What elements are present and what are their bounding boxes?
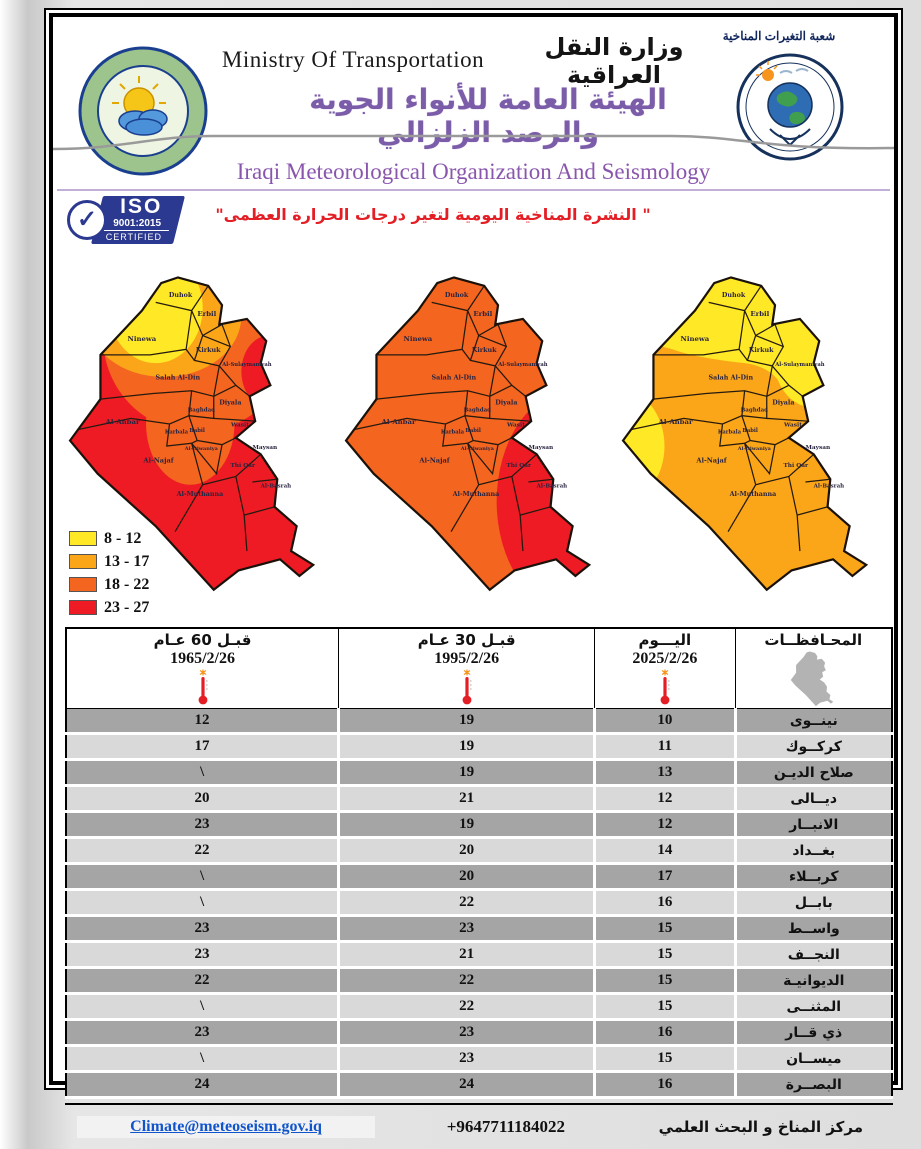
thermometer-icon [459, 669, 475, 705]
email-link[interactable]: Climate@meteoseism.gov.iq [77, 1116, 375, 1138]
map-province-label: Wasit [507, 422, 526, 429]
header-divider-curve [53, 133, 894, 155]
map-province-label: Al-Basrah [536, 483, 568, 490]
governorate-name: بغــداد [735, 838, 892, 864]
temp-today: 15 [595, 968, 735, 994]
map-province-label: Babil [465, 428, 482, 435]
thermometer-icon [195, 669, 211, 705]
map-province-label: Diyala [771, 399, 795, 407]
governorate-name: بابــل [735, 890, 892, 916]
governorate-name: ميســان [735, 1046, 892, 1072]
governorate-name: كربــلاء [735, 864, 892, 890]
map-province-label: Baghdad [187, 407, 216, 414]
temp-30y: 19 [339, 709, 595, 734]
temp-60y: 23 [66, 1020, 339, 1046]
map-province-label: Erbil [750, 310, 769, 319]
iso-certified-label: CERTIFIED [99, 230, 169, 243]
map-province-label: Kirkuk [472, 347, 497, 355]
temp-60y: \ [66, 864, 339, 890]
temp-60y: 17 [66, 734, 339, 760]
map-province-label: Maysan [528, 444, 554, 451]
table-row [66, 786, 892, 812]
temp-today: 15 [595, 994, 735, 1020]
map-province-label: Ninewa [127, 335, 157, 344]
today-date: 2025/2/26 [632, 650, 698, 667]
maps-section [53, 253, 894, 625]
table-row [66, 916, 892, 942]
today-header-label: اليـــوم [638, 631, 692, 649]
table-row [66, 760, 892, 786]
map-province-label: Maysan [805, 444, 830, 451]
map-province-label: Thi Qar [506, 462, 532, 469]
temp-60y: \ [66, 994, 339, 1020]
map-province-label: Ninewa [680, 335, 709, 344]
map-province-label: Duhok [721, 291, 745, 299]
iso-badge [67, 195, 185, 247]
thermometer-icon [657, 669, 673, 705]
temp-30y: 21 [339, 942, 595, 968]
y60-header-label: قبـل 60 عـام [153, 631, 252, 649]
map-province-label: Ninewa [403, 335, 433, 344]
temp-today: 15 [595, 942, 735, 968]
iso-standard: 9001:2015 [113, 218, 162, 229]
globe-icon [768, 83, 812, 127]
governorate-name: الديوانيـة [735, 968, 892, 994]
governorate-name: نينــوى [735, 709, 892, 734]
map-province-label: Al-Najaf [695, 456, 727, 465]
map-province-label: Diyala [219, 399, 242, 407]
map-province-label: Al-Sulaymaniyah [774, 361, 825, 368]
table-row [66, 1020, 892, 1046]
temp-30y: 23 [339, 916, 595, 942]
governorate-name: صلاح الديـن [735, 760, 892, 786]
temp-today: 17 [595, 864, 735, 890]
y60-date: 1965/2/26 [170, 650, 235, 667]
climate-division-label: شعبة التغيرات المناخية [722, 29, 836, 43]
temp-30y: 21 [339, 786, 595, 812]
temp-60y: \ [66, 890, 339, 916]
governorate-name: المثنــى [735, 994, 892, 1020]
map-province-label: Al-Diwaniya [461, 446, 495, 453]
temp-30y: 19 [339, 734, 595, 760]
table-row [66, 968, 892, 994]
governorates-header-label: المحـافظــات [764, 631, 863, 649]
map-province-label: Al-Anbar [105, 417, 140, 426]
temp-today: 15 [595, 916, 735, 942]
map-province-label: Al-Najaf [419, 456, 450, 465]
temp-30y: 20 [339, 838, 595, 864]
map-province-label: Kirkuk [748, 347, 774, 355]
map-province-label: Wasit [783, 422, 802, 429]
map-province-label: Baghdad [740, 407, 768, 414]
col-governorates [735, 628, 892, 709]
table-row [66, 890, 892, 916]
legend-swatch-dark-orange [69, 577, 97, 592]
temperature-zones [335, 269, 649, 612]
temp-today: 12 [595, 812, 735, 838]
ministry-title-en: Ministry Of Transportation [221, 47, 485, 72]
temp-today: 11 [595, 734, 735, 760]
map-province-label: Al-Najaf [143, 456, 174, 465]
phone-number: +9647711184022 [446, 1117, 565, 1136]
governorate-name: واســط [735, 916, 892, 942]
temp-60y: 23 [66, 916, 339, 942]
y30-date: 1995/2/26 [434, 650, 500, 667]
research-center-label: مركز المناخ و البحث العلمي [658, 1118, 864, 1136]
legend-label: 23 - 27 [104, 598, 150, 616]
temp-today: 12 [595, 786, 735, 812]
temp-30y: 22 [339, 890, 595, 916]
map-province-label: Karbala [441, 429, 465, 436]
map-province-label: Thi Qar [230, 462, 256, 469]
map-province-label: Al-Muthanna [729, 490, 776, 498]
map-province-label: Thi Qar [783, 462, 808, 469]
map-province-label: Salah Al-Din [708, 374, 753, 382]
temp-60y: 12 [66, 709, 339, 734]
map-province-label: Al-Anbar [658, 417, 693, 426]
temp-today: 16 [595, 890, 735, 916]
temp-30y: 22 [339, 968, 595, 994]
temp-60y: 22 [66, 838, 339, 864]
header [53, 17, 894, 189]
temp-today: 16 [595, 1072, 735, 1098]
map-province-label: Al-Basrah [813, 483, 844, 490]
temp-30y: 23 [339, 1046, 595, 1072]
temp-60y: 23 [66, 812, 339, 838]
y30-header-label: قبـل 30 عـام [417, 631, 516, 649]
temp-today: 13 [595, 760, 735, 786]
iso-label: ISO [120, 195, 163, 218]
temp-60y: \ [66, 1046, 339, 1072]
map-province-label: Baghdad [463, 407, 492, 414]
map-province-label: Al-Sulaymaniyah [498, 361, 548, 368]
legend-item [69, 596, 149, 619]
governorate-name: النجــف [735, 942, 892, 968]
temp-today: 15 [595, 1046, 735, 1072]
map-province-label: Maysan [252, 444, 278, 451]
temp-60y: 20 [66, 786, 339, 812]
map-province-label: Diyala [495, 399, 518, 407]
table-row [66, 1072, 892, 1098]
legend-swatch-red [69, 600, 97, 615]
page-footer [65, 1103, 893, 1149]
governorate-name: البصــرة [735, 1072, 892, 1098]
table-row [66, 734, 892, 760]
table-row [66, 1046, 892, 1072]
temp-today: 14 [595, 838, 735, 864]
temp-30y: 19 [339, 812, 595, 838]
map-province-label: Babil [742, 428, 758, 435]
map-province-label: Al-Diwaniya [737, 446, 771, 453]
legend-label: 8 - 12 [104, 529, 142, 547]
temp-60y: 24 [66, 1072, 339, 1098]
meteorological-organization-logo [77, 45, 209, 177]
legend-swatch-yellow [69, 531, 97, 546]
table-row [66, 994, 892, 1020]
col-today [595, 628, 735, 709]
temperature-legend [69, 527, 149, 619]
map-province-label: Wasit [231, 422, 249, 429]
temp-30y: 19 [339, 760, 595, 786]
governorate-name: الانبــار [735, 812, 892, 838]
temp-30y: 23 [339, 1020, 595, 1046]
temp-today: 10 [595, 709, 735, 734]
legend-label: 13 - 17 [104, 552, 150, 570]
map-province-label: Salah Al-Din [431, 374, 477, 382]
map-province-label: Erbil [473, 310, 493, 319]
legend-swatch-light-orange [69, 554, 97, 569]
bulletin-title: " النشرة المناخية اليومية لتغير درجات الحرارة العظمى" [215, 205, 651, 224]
temp-today: 16 [595, 1020, 735, 1046]
temp-30y: 24 [339, 1072, 595, 1098]
table-header-row [66, 628, 892, 709]
subheader [53, 191, 894, 253]
temp-60y: \ [66, 760, 339, 786]
legend-item [69, 550, 149, 573]
table-row [66, 709, 892, 734]
legend-item [69, 527, 149, 550]
map-province-label: Duhok [168, 291, 193, 299]
iraq-silhouette-icon [786, 650, 840, 708]
legend-item [69, 573, 149, 596]
map-province-label: Al-Sulaymaniyah [222, 361, 272, 368]
map-province-label: Babil [189, 428, 205, 435]
page-frame [44, 8, 903, 1136]
col-30-years [339, 628, 595, 709]
map-province-label: Al-Muthanna [176, 490, 224, 498]
table-row [66, 838, 892, 864]
table-row [66, 812, 892, 838]
organization-title-en: Iraqi Meteorological Organization And Seismology [236, 159, 711, 184]
governorate-name: كركــوك [735, 734, 892, 760]
page-frame-inner [49, 13, 898, 1136]
map-province-label: Karbala [717, 429, 741, 436]
map-province-label: Kirkuk [195, 347, 221, 355]
checkmark-icon: ✓ [67, 200, 107, 240]
col-60-years [66, 628, 339, 709]
temp-30y: 22 [339, 994, 595, 1020]
authority-title-ar: الهيئة العامة للأنواء الجوية والرصد الزلزالي [309, 83, 667, 149]
temperature-table [65, 627, 893, 1099]
table-row [66, 864, 892, 890]
map-province-label: Duhok [445, 291, 469, 299]
legend-label: 18 - 22 [104, 575, 150, 593]
temp-30y: 20 [339, 864, 595, 890]
temp-60y: 22 [66, 968, 339, 994]
map-province-label: Salah Al-Din [155, 374, 201, 382]
map-30-years-ago [335, 263, 611, 607]
map-province-label: Karbala [164, 429, 189, 436]
table-row [66, 942, 892, 968]
map-province-label: Al-Diwaniya [184, 446, 218, 453]
map-province-label: Al-Basrah [260, 483, 292, 490]
ministry-title-ar: وزارة النقل العراقية [544, 33, 684, 89]
map-today [612, 263, 888, 607]
map-province-label: Al-Muthanna [452, 490, 500, 498]
map-province-label: Al-Anbar [381, 417, 416, 426]
governorate-name: ديــالى [735, 786, 892, 812]
governorate-name: ذي قــار [735, 1020, 892, 1046]
temp-60y: 23 [66, 942, 339, 968]
map-province-label: Erbil [197, 310, 217, 319]
